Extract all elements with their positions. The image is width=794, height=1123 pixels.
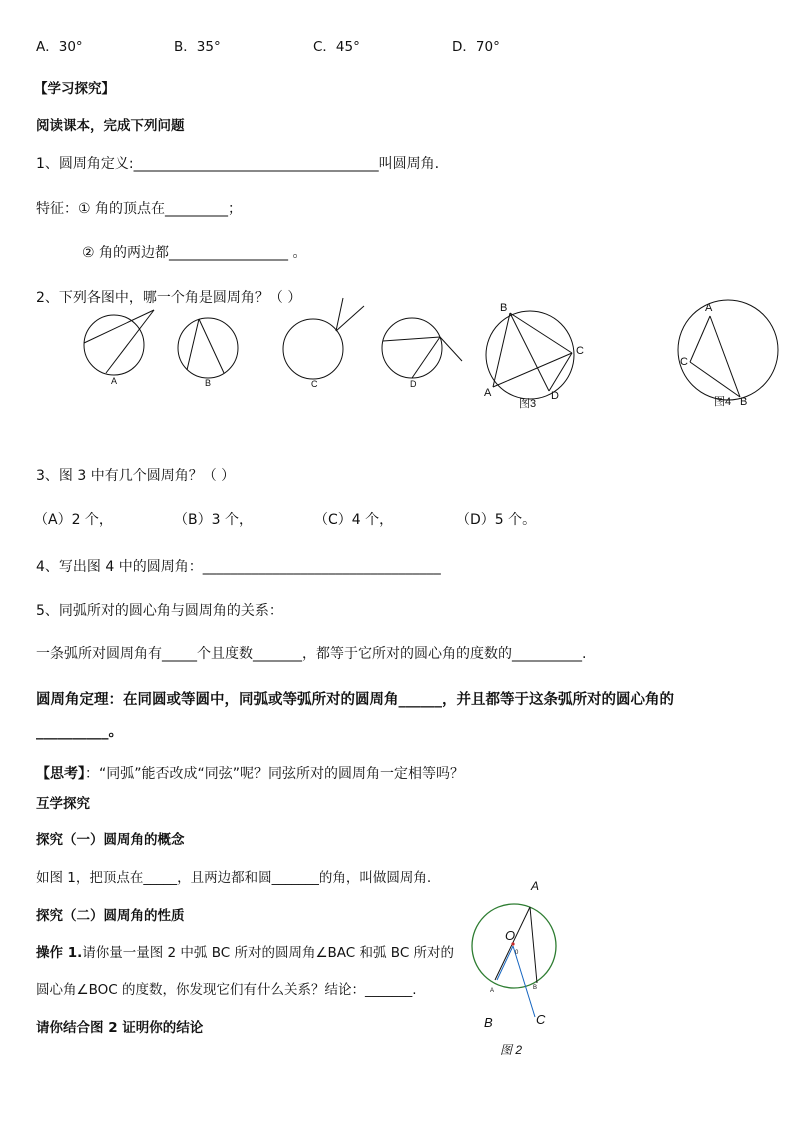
explore2-title: 探究（二）圆周角的性质 bbox=[36, 908, 185, 924]
section-title: 【学习探究】 bbox=[34, 81, 115, 97]
q3-option-a: （A）2 个， bbox=[34, 512, 113, 528]
fig2-caption: 图 2 bbox=[500, 1043, 523, 1057]
fig2-label-a: A bbox=[531, 879, 540, 893]
label-d: D bbox=[410, 379, 417, 389]
figure-d bbox=[382, 318, 462, 378]
fig4-point-b: B bbox=[740, 396, 748, 408]
option-d: D．70° bbox=[452, 39, 500, 55]
q3-text: 3、图 3 中有几个圆周角？（ ） bbox=[36, 468, 236, 484]
figure-b bbox=[178, 318, 238, 378]
q3-option-b: （B）3 个， bbox=[174, 512, 253, 528]
q5-line: 一条弧所对圆周角有_____个且度数_______，都等于它所对的圆心角的度数的__________. bbox=[36, 646, 587, 662]
q5-text: 5、同弧所对的圆心角与圆周角的关系： bbox=[36, 603, 283, 619]
figure-3 bbox=[486, 311, 574, 399]
theorem-line2: __________。 bbox=[36, 724, 123, 740]
label-a: A bbox=[111, 376, 118, 386]
q1-definition: 1、圆周角定义:___________________________________叫圆周角. bbox=[36, 156, 440, 172]
figure-c bbox=[283, 298, 364, 379]
op-label: 操作 1. bbox=[36, 945, 83, 961]
option-a: A．30° bbox=[36, 39, 83, 55]
fig2-line-oc bbox=[513, 946, 538, 1017]
theorem-line1: 圆周角定理：在同圆或等圆中，同弧或等弧所对的圆周角______，并且都等于这条弧所对的圆心角的 bbox=[36, 692, 674, 708]
q3-option-d: （D）5 个。 bbox=[456, 512, 537, 528]
fig3-point-d: D bbox=[551, 390, 559, 402]
fig3-point-c: C bbox=[576, 345, 584, 357]
q2-figures bbox=[0, 295, 794, 415]
think-line bbox=[36, 763, 464, 783]
q1-feature2: ② 角的两边都_________________ 。 bbox=[82, 245, 307, 261]
think-text: ：“同弧”能否改成“同弦”呢？同弦所对的圆周角一定相等吗？ bbox=[85, 766, 465, 782]
fig3-point-b: B bbox=[500, 302, 508, 314]
q2-text: 2、下列各图中，哪一个角是圆周角？（ ） bbox=[36, 290, 302, 306]
explore1-title: 探究（一）圆周角的概念 bbox=[36, 832, 185, 848]
fig4-point-a: A bbox=[705, 302, 713, 314]
explore2-line1 bbox=[36, 941, 454, 961]
fig2-small-o: 0 bbox=[515, 950, 519, 956]
fig2-chord-ab bbox=[530, 907, 537, 983]
explore1-text: 如图 1，把顶点在_____，且两边都和圆_______的角，叫做圆周角. bbox=[36, 870, 432, 886]
figure-2 bbox=[460, 876, 570, 1066]
figure-a bbox=[84, 310, 154, 375]
explore2-prompt: 请你结合图 2 证明你的结论 bbox=[36, 1020, 204, 1036]
figure-4 bbox=[678, 300, 778, 400]
q1-feature1: 特征：① 角的顶点在_________； bbox=[36, 201, 243, 217]
fig3-caption: 图3 bbox=[519, 398, 537, 410]
fig2-small-b: B bbox=[533, 985, 538, 991]
fig2-circle bbox=[472, 904, 556, 988]
label-c: C bbox=[311, 379, 318, 389]
op-text: 请你量一量图 2 中弧 BC 所对的圆周角∠BAC 和弧 BC 所对的 bbox=[82, 945, 455, 961]
fig2-line-ob bbox=[497, 946, 513, 980]
fig2-small-a: A bbox=[490, 988, 495, 994]
fig4-point-c: C bbox=[680, 356, 688, 368]
option-b: B．35° bbox=[174, 39, 221, 55]
explore2-line2: 圆心角∠BOC 的度数，你发现它们有什么关系？结论：_______. bbox=[36, 982, 417, 998]
q3-option-c: （C）4 个， bbox=[314, 512, 394, 528]
fig2-label-o: O bbox=[505, 928, 516, 943]
mutual-title: 互学探究 bbox=[36, 796, 90, 812]
fig4-caption: 图4 bbox=[714, 396, 732, 408]
q4-text: 4、写出图 4 中的圆周角：__________________________________ bbox=[36, 559, 441, 575]
option-c: C．45° bbox=[313, 39, 360, 55]
fig2-label-c: C bbox=[536, 1012, 546, 1027]
think-label: 【思考】 bbox=[36, 766, 85, 782]
label-b: B bbox=[205, 378, 212, 388]
fig3-point-a: A bbox=[484, 387, 492, 399]
fig2-label-b: B bbox=[484, 1015, 493, 1030]
instruction: 阅读课本，完成下列问题 bbox=[36, 118, 185, 134]
